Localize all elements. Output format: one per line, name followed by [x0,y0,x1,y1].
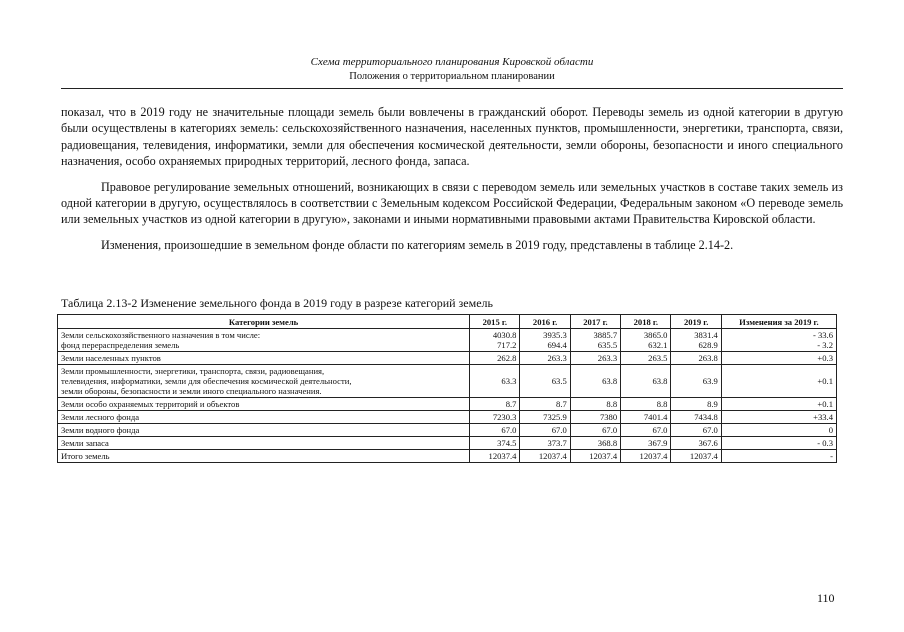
category-cell [58,424,470,437]
header-change: Изменения за 2019 г. [721,315,836,329]
value-cell [470,411,520,424]
value-line: +0.3 [817,353,833,363]
table-row [58,411,837,424]
value-line: 12037.4 [639,451,668,461]
value-line: 263.8 [698,353,718,363]
value-cell [570,437,620,450]
document-header-title: Схема территориального планирования Кировской области [310,56,594,68]
value-line: 12037.4 [589,451,618,461]
change-cell [721,398,836,411]
change-cell [721,411,836,424]
header-divider [61,88,843,89]
value-line: 8.8 [656,399,668,409]
header-2017: 2017 г. [570,315,620,329]
category-cell [58,398,470,411]
value-line: 63.9 [702,376,718,386]
header-2015: 2015 г. [470,315,520,329]
value-line: 632.1 [648,340,668,350]
value-cell [671,437,721,450]
value-line: 694.4 [547,340,567,350]
value-line: 263.5 [648,353,668,363]
change-cell [721,352,836,365]
value-cell [520,450,570,463]
table-row [58,424,837,437]
category-cell [58,365,470,398]
change-cell [721,450,836,463]
value-cell [470,329,520,352]
value-line: 8.8 [606,399,618,409]
value-line: 717.2 [497,340,517,350]
table-body [58,329,837,463]
land-fund-table [57,314,837,463]
value-line: 3935.3 [543,330,567,340]
value-line: 635.5 [597,340,618,350]
value-cell [470,398,520,411]
value-cell [470,437,520,450]
value-line: 8.7 [556,399,567,409]
value-cell [520,424,570,437]
value-cell [570,411,620,424]
category-line: Земли особо охраняемых территорий и объектов [61,399,240,409]
value-line: 63.5 [551,376,567,386]
value-cell [570,450,620,463]
category-line: Земли населенных пунктов [61,353,161,363]
value-line: 12037.4 [689,451,718,461]
value-cell [671,398,721,411]
value-cell [520,437,570,450]
value-line: 3831.4 [694,330,718,340]
table-row [58,329,837,352]
value-cell [671,424,721,437]
value-line: 7401.4 [643,412,668,422]
value-cell [621,352,671,365]
category-cell [58,437,470,450]
table-row [58,352,837,365]
value-cell [671,411,721,424]
value-cell [621,398,671,411]
category-cell [58,352,470,365]
category-line: Земли промышленности, энергетики, транспорта, связи, радиовещания, [61,366,325,376]
paragraph-2: Правовое регулирование земельных отношений, возникающих в связи с переводом земель или земельных участков в составе таких земель из одной категории в другую, осуществлялось в соответствии с Земельным кодексом Российской Федерации, Федеральным законом «О переводе земель или земельных участков из одной категории в другую», законами и иными нормативными правовыми актами Правительства Кировской области. [61,179,843,227]
value-cell [621,411,671,424]
value-line: 367.6 [698,438,718,448]
value-cell [570,329,620,352]
value-line: 63.3 [501,376,517,386]
category-line: Земли водного фонда [61,425,140,435]
category-line: фонд перераспределения земель [61,340,180,350]
value-cell [671,450,721,463]
table-row [58,437,837,450]
category-cell [58,329,470,352]
value-cell [520,352,570,365]
header-2016: 2016 г. [520,315,570,329]
value-line: +0.1 [817,399,833,409]
value-cell [621,329,671,352]
document-header-subtitle: Положения о территориальном планировании [349,71,555,82]
value-cell [470,450,520,463]
category-line: Земли запаса [61,438,109,448]
value-line: +33.4 [813,412,833,422]
value-cell [621,450,671,463]
category-line: Земли лесного фонда [61,412,140,422]
value-line: 263.3 [547,353,567,363]
value-line: 12037.4 [538,451,567,461]
category-line: земли обороны, безопасности и земли иного специального назначения. [61,386,322,396]
change-cell [721,437,836,450]
body-text [61,104,843,262]
table-row [58,450,837,463]
value-line: 4030.8 [492,330,517,340]
value-cell [621,365,671,398]
value-line: 3865.0 [643,330,668,340]
value-line: 67.0 [702,425,718,435]
change-cell [721,365,836,398]
table-row [58,398,837,411]
value-line: 367.9 [648,438,668,448]
category-line: Земли сельскохозяйственного назначения в том числе: [61,330,261,340]
value-line: 7380 [599,412,618,422]
header-2019: 2019 г. [671,315,721,329]
value-cell [621,437,671,450]
value-cell [470,365,520,398]
value-cell [470,352,520,365]
change-cell [721,329,836,352]
value-cell [570,365,620,398]
value-cell [570,424,620,437]
value-cell [671,329,721,352]
value-line: 373.7 [547,438,567,448]
header-2018: 2018 г. [621,315,671,329]
value-line: 63.8 [652,376,668,386]
value-line: - [830,451,833,461]
value-line: 7434.8 [694,412,718,422]
category-line: Итого земель [61,451,110,461]
value-line: 628.9 [698,340,718,350]
value-line: - 33.6 [812,330,833,340]
category-line: телевидения, информатики, земли для обеспечения космической деятельности, [61,376,352,386]
table-caption: Таблица 2.13-2 Изменение земельного фонда в 2019 году в разрезе категорий земель [61,296,493,310]
category-cell [58,450,470,463]
header-category: Категории земель [58,315,470,329]
paragraph-3: Изменения, произошедшие в земельном фонде области по категориям земель в 2019 году, представлены в таблице 2.14-2. [101,237,734,252]
value-cell [671,365,721,398]
value-line: 67.0 [602,425,618,435]
value-line: 67.0 [652,425,668,435]
value-line: 63.8 [602,376,618,386]
value-cell [671,352,721,365]
category-cell [58,411,470,424]
value-line: 0 [828,425,833,435]
page-number: 110 [817,591,835,605]
value-line: 7325.9 [543,412,567,422]
value-cell [570,352,620,365]
change-cell [721,424,836,437]
value-line: 368.8 [597,438,618,448]
value-line: - 0.3 [817,438,833,448]
value-line: 67.0 [501,425,517,435]
value-cell [570,398,620,411]
value-line: 262.8 [497,353,517,363]
value-line: 8.9 [707,399,718,409]
paragraph-1: показал, что в 2019 году не значительные площади земель были вовлечены в гражданский оборот. Переводы земель из одной категории в другую были осуществлены в категориях земель: сельскохозяйственного назначения, населенных пунктов, промышленности, энергетики, транспорта, связи, радиовещания, телевидения, информатики, земли для обеспечения космической деятельности, земли обороны, безопасности и иного специального назначения, особо охраняемых природных территорий, лесного фонда, запаса. [61,105,843,169]
value-line: 263.3 [597,353,618,363]
value-cell [470,424,520,437]
value-cell [520,411,570,424]
value-line: 12037.4 [488,451,517,461]
value-line: - 3.2 [817,340,833,350]
table-header-row [58,315,837,329]
value-cell [520,398,570,411]
value-line: 3885.7 [593,330,618,340]
value-cell [520,365,570,398]
value-cell [621,424,671,437]
value-line: 8.7 [505,399,517,409]
value-line: 67.0 [551,425,567,435]
value-line: 374.5 [497,438,517,448]
table-row [58,365,837,398]
value-cell [520,329,570,352]
value-line: +0.1 [817,376,833,386]
value-line: 7230.3 [492,412,517,422]
